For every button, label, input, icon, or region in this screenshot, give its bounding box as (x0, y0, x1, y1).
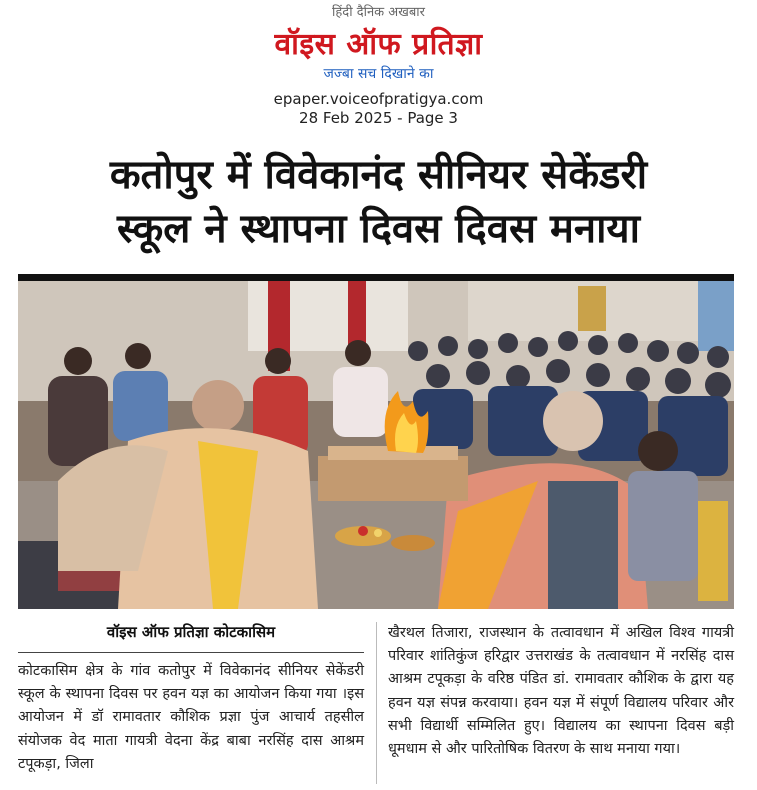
havan-ceremony-photo (18, 281, 734, 609)
headline-line-1: कतोपुर में विवेकानंद सीनियर सेकेंडरी (109, 152, 648, 198)
article-photo (18, 281, 734, 609)
newspaper-logo: वॉइस ऑफ प्रतिज्ञा (274, 27, 483, 62)
byline-rule (18, 652, 364, 653)
headline-line-2: स्कूल ने स्थापना दिवस दिवस मनाया (117, 206, 640, 252)
epaper-url: epaper.voiceofpratigya.com (273, 90, 484, 108)
column-divider (376, 622, 377, 784)
article-body-column-2: खैरथल तिजारा, राजस्थान के तत्वावधान में अखिल विश्व गायत्री परिवार शांतिकुंज हरिद्वार उत्तराखंड के तत्वावधान में नरसिंह दास आश्रम टपूकड़ा के वरिष्ठ पंडित डां. रामावतार कौशिक के द्वारा यह हवन यज्ञ संपन्न करवाया। हवन यज्ञ में संपूर्ण विद्यालय परिवार और सभी विद्यार्थी सम्मिलित हुए। विद्यालय का स्थापना दिवस बड़ी धूमधाम से और पारितोषिक वितरण के साथ मनाया गया। (388, 625, 734, 758)
article-body-column-1: कोटकासिम क्षेत्र के गांव कतोपुर में विवेकानंद सीनियर सेकेंडरी स्कूल के स्थापना दिवस पर हवन यज्ञ का आयोजन किया गया ।इस आयोजन में डॉ रामावतार कौशिक प्रज्ञा पुंज आचार्य तहसील संयोजक वेद माता गायत्री वेदना केंद्र बाबा नरसिंह दास आश्रम टपूकड़ा, जिला (18, 663, 364, 772)
headline-rule (18, 274, 734, 281)
masthead-slogan: जज्बा सच दिखाने का (323, 66, 434, 82)
masthead-tagline: हिंदी दैनिक अखबार (332, 5, 425, 20)
article-byline: वॉइस ऑफ प्रतिज्ञा कोटकासिम (106, 623, 276, 641)
article-headline (20, 148, 737, 256)
edition-date-page: 28 Feb 2025 - Page 3 (299, 109, 458, 127)
